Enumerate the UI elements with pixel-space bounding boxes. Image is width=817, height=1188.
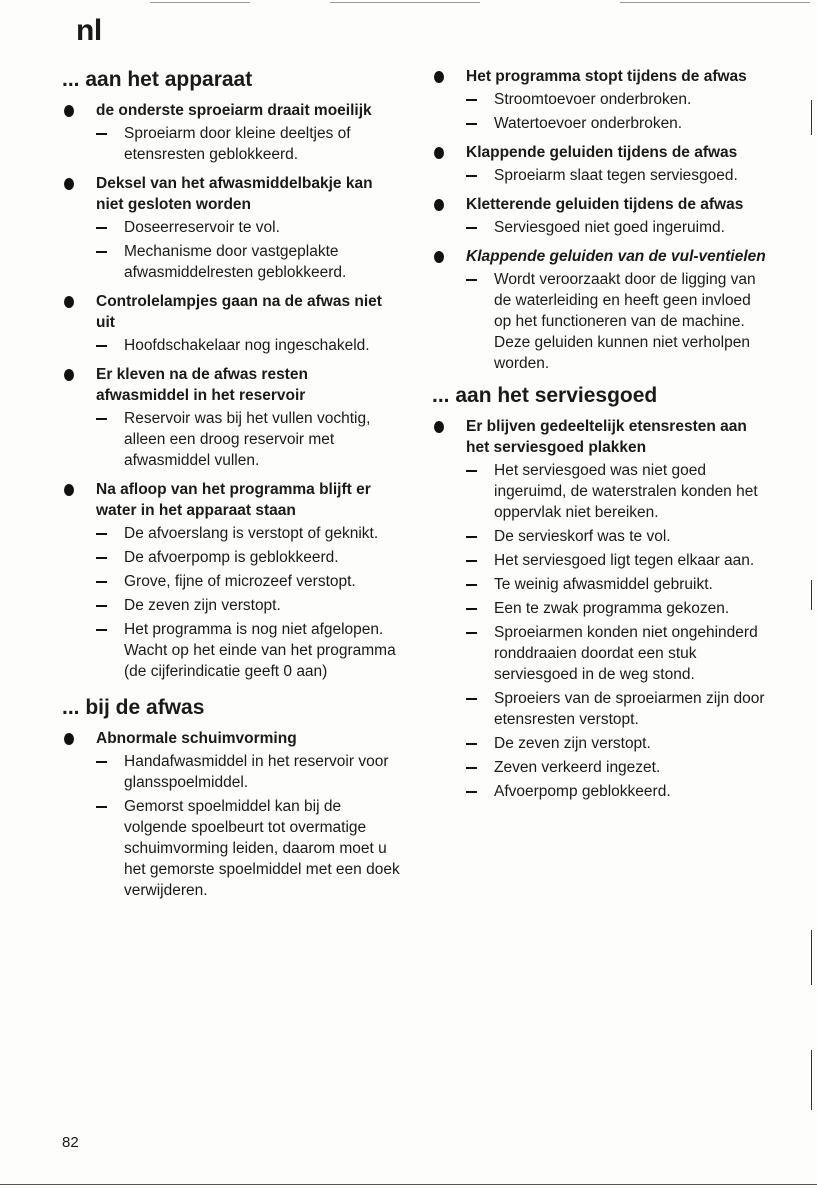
dash-icon: [96, 533, 107, 535]
cause-item: [96, 335, 404, 356]
trouble-item: [432, 194, 772, 238]
item-heading: Na afloop van het programma blijft er water in het apparaat staan: [96, 481, 371, 519]
cause-text: Serviesgoed niet goed ingeruimd.: [494, 219, 725, 236]
cause-item: [466, 113, 772, 134]
cause-text: Zeven verkeerd ingezet.: [494, 759, 661, 776]
item-heading: Er kleven na de afwas resten afwasmiddel in het reservoir: [96, 366, 308, 404]
dash-icon: [96, 629, 107, 631]
item-heading: Kletterende geluiden tijdens de afwas: [466, 196, 744, 213]
cause-item: [96, 619, 404, 682]
item-heading: Deksel van het afwasmiddelbakje kan niet gesloten worden: [96, 175, 373, 213]
dash-icon: [96, 581, 107, 583]
bullet-icon: [64, 105, 74, 117]
dash-icon: [466, 560, 477, 562]
cause-text: Het serviesgoed was niet goed ingeruimd, de waterstralen konden het oppervlak niet bereiken.: [494, 462, 758, 521]
item-heading: Controlelampjes gaan na de afwas niet uit: [96, 293, 382, 331]
bullet-icon: [434, 147, 444, 159]
bullet-icon: [434, 421, 444, 433]
right-column: [432, 66, 772, 810]
cause-text: Reservoir was bij het vullen vochtig, alleen een droog reservoir met afwasmiddel vullen.: [124, 410, 371, 469]
cause-item: [466, 688, 772, 730]
cause-list: [96, 523, 404, 682]
dash-icon: [96, 761, 107, 763]
dash-icon: [96, 133, 107, 135]
scan-edge-mark: [811, 1050, 812, 1110]
trouble-item: [62, 728, 404, 901]
bullet-icon: [64, 178, 74, 190]
cause-item: [466, 460, 772, 523]
cause-text: Grove, fijne of microzeef verstopt.: [124, 573, 356, 590]
scan-edge-mark: [811, 930, 812, 985]
dash-icon: [466, 584, 477, 586]
scan-bottom-rule: [0, 1184, 817, 1185]
dash-icon: [96, 345, 107, 347]
page-number: 82: [62, 1134, 79, 1151]
cause-item: [466, 574, 772, 595]
cause-text: Handafwasmiddel in het reservoir voor glansspoelmiddel.: [124, 753, 389, 791]
section-title: ... aan het apparaat: [62, 68, 253, 91]
cause-item: [96, 123, 404, 165]
scan-edge-mark: [811, 580, 812, 610]
left-column: [62, 66, 404, 909]
dash-icon: [466, 791, 477, 793]
cause-text: Wordt veroorzaakt door de ligging van de waterleiding en heeft geen invloed op het functioneren van de machine. Deze geluiden kunnen niet verholpen worden.: [494, 271, 756, 372]
scan-rule: [330, 2, 480, 3]
dash-icon: [466, 632, 477, 634]
cause-text: Sproeiarm door kleine deeltjes of etensresten geblokkeerd.: [124, 125, 351, 163]
bullet-icon: [64, 369, 74, 381]
cause-text: Afvoerpomp geblokkeerd.: [494, 783, 671, 800]
cause-item: [466, 217, 772, 238]
cause-text: De zeven zijn verstopt.: [494, 735, 651, 752]
cause-item: [96, 571, 404, 592]
cause-item: [96, 217, 404, 238]
cause-list: [466, 460, 772, 802]
cause-text: Watertoevoer onderbroken.: [494, 115, 683, 132]
bullet-icon: [64, 484, 74, 496]
trouble-item: [62, 100, 404, 165]
scan-rule: [150, 2, 250, 3]
cause-item: [466, 526, 772, 547]
cause-list: [466, 165, 772, 186]
trouble-item: [62, 173, 404, 283]
trouble-item: [432, 416, 772, 802]
cause-text: De afvoerpomp is geblokkeerd.: [124, 549, 339, 566]
cause-item: [96, 595, 404, 616]
dash-icon: [466, 470, 477, 472]
bullet-icon: [434, 199, 444, 211]
cause-text: Doseerreservoir te vol.: [124, 219, 280, 236]
dash-icon: [466, 608, 477, 610]
cause-item: [96, 241, 404, 283]
cause-text: Een te zwak programma gekozen.: [494, 600, 730, 617]
cause-item: [466, 269, 772, 374]
dash-icon: [466, 767, 477, 769]
cause-list: [466, 89, 772, 134]
dash-icon: [466, 123, 477, 125]
cause-text: Het serviesgoed ligt tegen elkaar aan.: [494, 552, 755, 569]
cause-list: [96, 751, 404, 901]
cause-list: [96, 335, 404, 356]
item-heading: Het programma stopt tijdens de afwas: [466, 68, 747, 85]
item-heading: Klappende geluiden van de vul-ventielen: [466, 248, 766, 265]
dash-icon: [96, 806, 107, 808]
dash-icon: [466, 536, 477, 538]
cause-list: [96, 408, 404, 471]
cause-item: [96, 796, 404, 901]
cause-text: Sproeiarmen konden niet ongehinderd ronddraaien doordat een stuk serviesgoed in de weg stond.: [494, 624, 758, 683]
cause-item: [466, 781, 772, 802]
trouble-item: [62, 364, 404, 471]
cause-text: De zeven zijn verstopt.: [124, 597, 281, 614]
cause-text: Sproeiers van de sproeiarmen zijn door etensresten verstopt.: [494, 690, 765, 728]
dash-icon: [96, 418, 107, 420]
cause-item: [96, 408, 404, 471]
language-code: nl: [76, 14, 102, 47]
dash-icon: [466, 743, 477, 745]
cause-item: [96, 523, 404, 544]
cause-text: De afvoerslang is verstopt of geknikt.: [124, 525, 379, 542]
section-title: ... aan het serviesgoed: [432, 384, 658, 407]
cause-list: [96, 217, 404, 283]
dash-icon: [466, 99, 477, 101]
dash-icon: [96, 557, 107, 559]
section-title: ... bij de afwas: [62, 696, 205, 719]
bullet-icon: [64, 296, 74, 308]
cause-text: De servieskorf was te vol.: [494, 528, 671, 545]
cause-list: [466, 217, 772, 238]
cause-item: [466, 622, 772, 685]
cause-item: [96, 547, 404, 568]
dash-icon: [466, 227, 477, 229]
trouble-item: [62, 479, 404, 682]
cause-item: [466, 550, 772, 571]
cause-text: Stroomtoevoer onderbroken.: [494, 91, 692, 108]
cause-text: Gemorst spoelmiddel kan bij de volgende spoelbeurt tot overmatige schuimvorming leiden, daarom moet u het gemorste spoelmiddel met een doek verwijderen.: [124, 798, 400, 899]
item-heading: Er blijven gedeeltelijk etensresten aan het serviesgoed plakken: [466, 418, 747, 456]
cause-list: [96, 123, 404, 165]
cause-text: Sproeiarm slaat tegen serviesgoed.: [494, 167, 738, 184]
cause-item: [96, 751, 404, 793]
scan-edge-mark: [811, 100, 812, 135]
cause-item: [466, 598, 772, 619]
cause-item: [466, 757, 772, 778]
dash-icon: [466, 279, 477, 281]
bullet-icon: [434, 251, 444, 263]
dash-icon: [96, 227, 107, 229]
item-heading: de onderste sproeiarm draait moeilijk: [96, 102, 372, 119]
bullet-icon: [434, 71, 444, 83]
cause-item: [466, 165, 772, 186]
dash-icon: [96, 251, 107, 253]
item-heading: Klappende geluiden tijdens de afwas: [466, 144, 738, 161]
cause-item: [466, 733, 772, 754]
dash-icon: [96, 605, 107, 607]
bullet-icon: [64, 733, 74, 745]
trouble-item: [432, 142, 772, 186]
cause-text: Mechanisme door vastgeplakte afwasmiddelresten geblokkeerd.: [124, 243, 347, 281]
dash-icon: [466, 175, 477, 177]
cause-text: Hoofdschakelaar nog ingeschakeld.: [124, 337, 370, 354]
scan-rule: [620, 2, 810, 3]
cause-item: [466, 89, 772, 110]
cause-text: Het programma is nog niet afgelopen. Wacht op het einde van het programma (de cijferindicatie geeft 0 aan): [124, 621, 396, 680]
trouble-item: [62, 291, 404, 356]
trouble-item: [432, 246, 772, 374]
cause-text: Te weinig afwasmiddel gebruikt.: [494, 576, 713, 593]
cause-list: [466, 269, 772, 374]
trouble-item: [432, 66, 772, 134]
dash-icon: [466, 698, 477, 700]
item-heading: Abnormale schuimvorming: [96, 730, 297, 747]
